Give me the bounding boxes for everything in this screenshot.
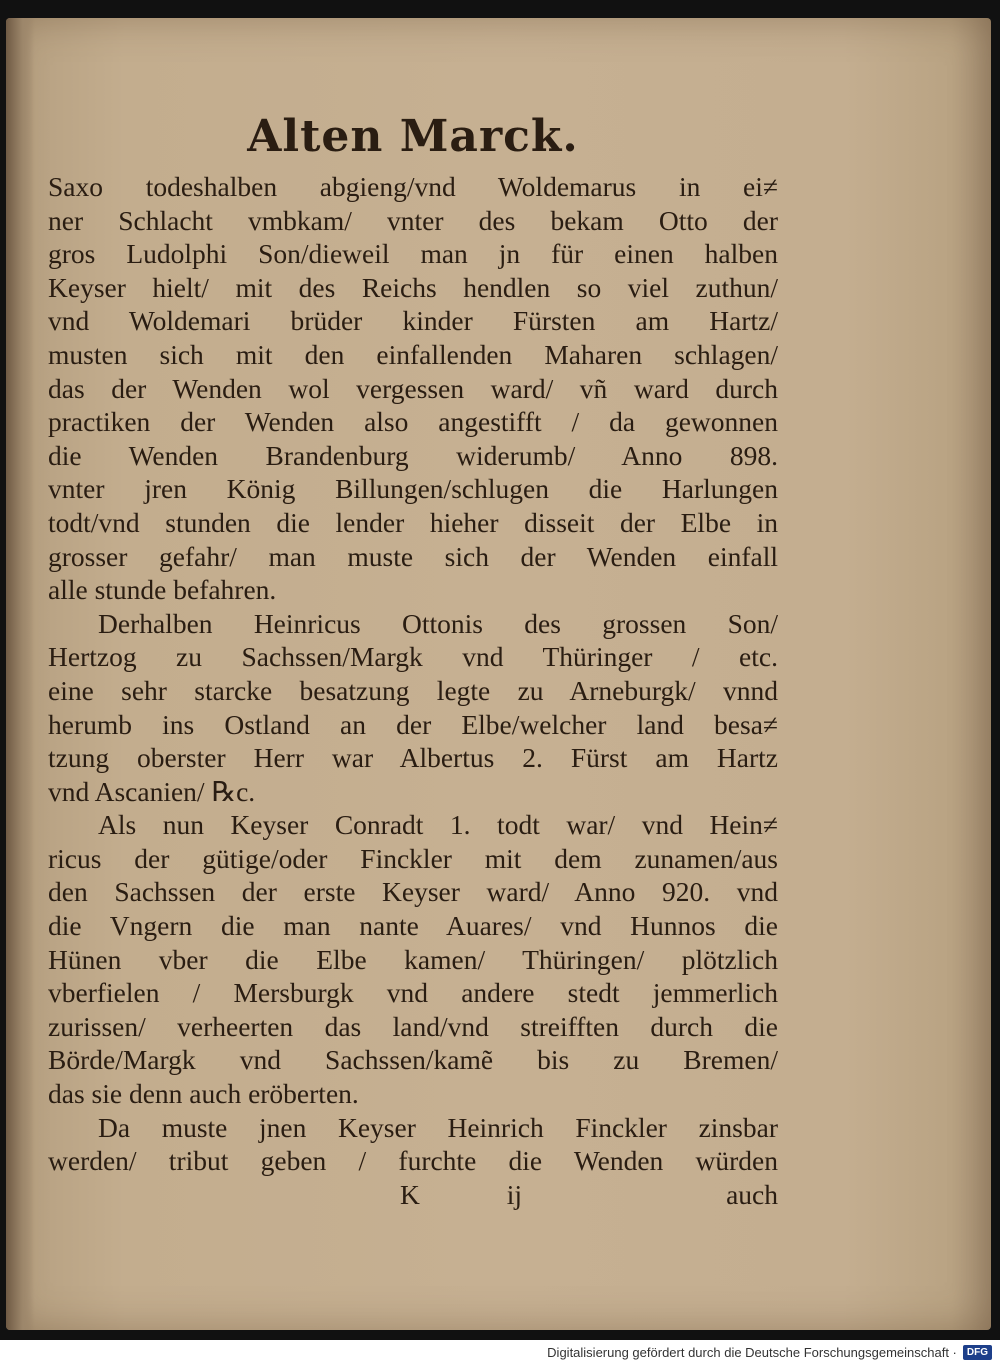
text-line: eine sehr starcke besatzung legte zu Arneburgk/ vnnd xyxy=(48,674,778,706)
text-line: vnter jren König Billungen/schlugen die Harlungen xyxy=(48,473,778,505)
signature-mark: K xyxy=(400,1178,420,1210)
dfg-logo-icon[interactable]: DFG xyxy=(963,1345,992,1360)
text-line: Saxo todeshalben abgieng/vnd Woldemarus in ei≠ xyxy=(48,171,778,202)
text-line: gros Ludolphi Son/dieweil man jn für einen halben xyxy=(48,238,778,270)
text-line: Börde/Margk vnd Sachssen/kamẽ bis zu Bremen/ xyxy=(48,1044,778,1076)
text-line: werden/ tribut geben / furchte die Wenden würden xyxy=(48,1145,778,1177)
text-line: das der Wenden wol vergessen ward/ vñ ward durch xyxy=(48,372,778,404)
text-line: Hertzog zu Sachssen/Margk vnd Thüringer / etc. xyxy=(48,641,778,673)
text-line: zurissen/ verheerten das land/vnd streifften durch die xyxy=(48,1010,778,1042)
text-line: Hünen vber die Elbe kamen/ Thüringen/ plötzlich xyxy=(48,943,778,975)
text-line: ricus der gütige/oder Finckler mit dem zunamen/aus xyxy=(48,842,778,874)
text-line: vnd Woldemari brüder kinder Fürsten am Hartz/ xyxy=(48,305,778,337)
text-line: Derhalben Heinricus Ottonis des grossen Son/ xyxy=(98,607,778,639)
running-head: Alten Marck. xyxy=(247,111,579,162)
text-block xyxy=(48,108,778,1211)
text-line: todt/vnd stunden die lender hieher disseit der Elbe in xyxy=(48,506,778,538)
text-line: den Sachssen der erste Keyser ward/ Anno 920. vnd xyxy=(48,876,778,908)
text-line: practiken der Wenden also angestifft / da gewonnen xyxy=(48,406,778,438)
text-line: grosser gefahr/ man muste sich der Wenden einfall xyxy=(48,540,778,572)
book-page xyxy=(6,18,991,1330)
digitization-credit-bar xyxy=(0,1340,1000,1365)
text-line: vberfielen / Mersburgk vnd andere stedt jemmerlich xyxy=(48,977,778,1009)
text-line: alle stunde befahren. xyxy=(48,574,277,606)
paragraph-3 xyxy=(48,808,778,1110)
text-line: die Wenden Brandenburg widerumb/ Anno 898. xyxy=(48,439,778,471)
page-spine-shadow xyxy=(6,18,34,1330)
paragraph-1 xyxy=(48,170,778,607)
paragraph-4 xyxy=(48,1111,778,1178)
text-line: Keyser hielt/ mit des Reichs hendlen so viel zuthun/ xyxy=(48,271,778,303)
signature-number: ij xyxy=(506,1178,523,1210)
text-line: Als nun Keyser Conradt 1. todt war/ vnd Hein≠ xyxy=(98,809,778,841)
catchword: auch xyxy=(726,1178,778,1210)
digitization-credit-text: Digitalisierung gefördert durch die Deutsche Forschungsgemeinschaft · xyxy=(547,1345,957,1360)
text-line: ner Schlacht vmbkam/ vnter des bekam Otto der xyxy=(48,204,778,236)
page-footer xyxy=(48,1178,778,1212)
paragraph-2 xyxy=(48,607,778,809)
text-line: vnd Ascanien/ ℞c. xyxy=(48,775,256,807)
text-line: das sie denn auch eröberten. xyxy=(48,1078,359,1110)
text-line: musten sich mit den einfallenden Maharen schlagen/ xyxy=(48,338,778,370)
text-line: die Vngern die man nante Auares/ vnd Hunnos die xyxy=(48,910,778,942)
text-line: tzung oberster Herr war Albertus 2. Fürst am Hartz xyxy=(48,742,778,774)
text-line: Da muste jnen Keyser Heinrich Finckler zinsbar xyxy=(98,1111,778,1143)
text-line: herumb ins Ostland an der Elbe/welcher land besa≠ xyxy=(48,708,778,740)
